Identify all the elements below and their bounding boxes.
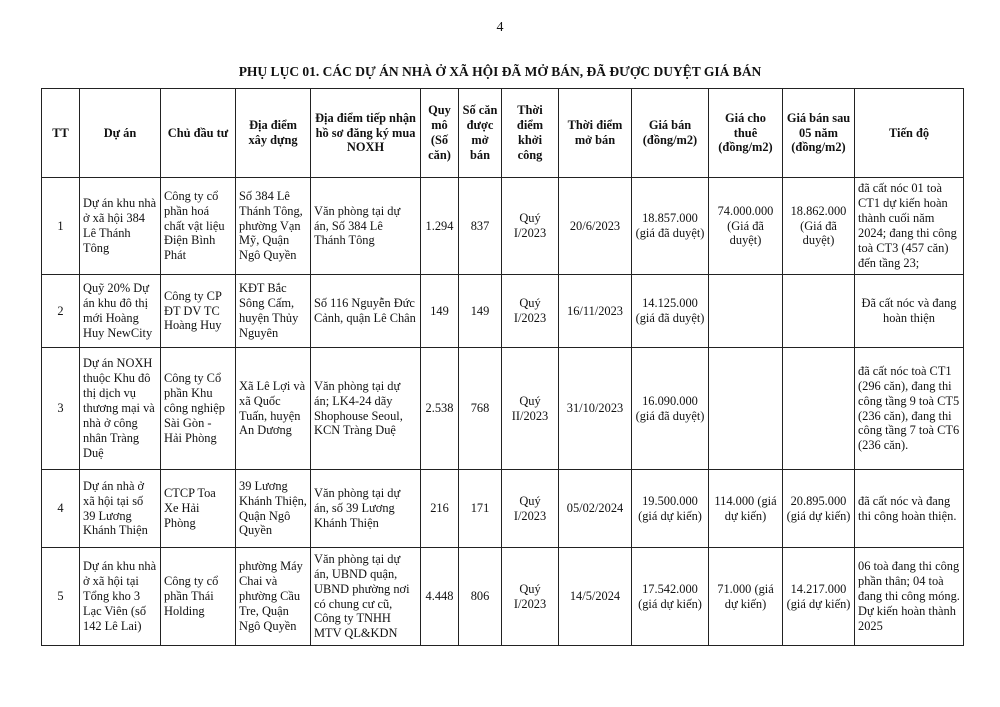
- table-row: [42, 275, 964, 348]
- header-dia-diem-tiep-nhan: Địa điểm tiếp nhận hồ sơ đăng ký mua NOXH: [311, 89, 421, 178]
- cell-gia-sau-5: 18.862.000 (Giá đã duyệt): [783, 178, 855, 275]
- cell-du-an: Dự án NOXH thuộc Khu đô thị dịch vụ thương mại và nhà ở công nhân Tràng Duệ: [80, 348, 161, 470]
- cell-tt: 4: [42, 470, 80, 548]
- cell-gia-thue: [709, 275, 783, 348]
- header-tien-do: Tiến độ: [855, 89, 964, 178]
- cell-dia-diem-tiep-nhan: Số 116 Nguyễn Đức Cảnh, quận Lê Chân: [311, 275, 421, 348]
- header-gia-ban: Giá bán (đồng/m2): [632, 89, 709, 178]
- cell-mo-ban: 05/02/2024: [559, 470, 632, 548]
- cell-du-an: Dự án nhà ở xã hội tại số 39 Lương Khánh Thiện: [80, 470, 161, 548]
- cell-gia-ban: 14.125.000 (giá đã duyệt): [632, 275, 709, 348]
- cell-tien-do: đã cất nóc và đang thi công hoàn thiện.: [855, 470, 964, 548]
- header-tt: TT: [42, 89, 80, 178]
- cell-tt: 2: [42, 275, 80, 348]
- cell-gia-thue: 114.000 (giá dự kiến): [709, 470, 783, 548]
- header-gia-thue: Giá cho thuê (đồng/m2): [709, 89, 783, 178]
- cell-chu-dau-tu: Công ty Cổ phần Khu công nghiệp Sài Gòn - Hải Phòng: [161, 348, 236, 470]
- cell-gia-ban: 18.857.000 (giá đã duyệt): [632, 178, 709, 275]
- cell-gia-ban: 16.090.000 (giá đã duyệt): [632, 348, 709, 470]
- header-chu-dau-tu: Chủ đầu tư: [161, 89, 236, 178]
- cell-chu-dau-tu: Công ty cổ phần hoá chất vật liệu Điện Bình Phát: [161, 178, 236, 275]
- cell-mo-ban: 31/10/2023: [559, 348, 632, 470]
- cell-gia-sau-5: 20.895.000 (giá dự kiến): [783, 470, 855, 548]
- cell-mo-ban: 20/6/2023: [559, 178, 632, 275]
- cell-du-an: Quỹ 20% Dự án khu đô thị mới Hoàng Huy NewCity: [80, 275, 161, 348]
- cell-tien-do: đã cất nóc toà CT1 (296 căn), đang thi công tầng 9 toà CT5 (236 căn), đang thi công tầng 7 toà CT6 (236 căn).: [855, 348, 964, 470]
- cell-quy-mo: 216: [421, 470, 459, 548]
- cell-so-can: 768: [459, 348, 502, 470]
- cell-tien-do: 06 toà đang thi công phần thân; 04 toà đang thi công móng. Dự kiến hoàn thành 2025: [855, 548, 964, 646]
- header-du-an: Dự án: [80, 89, 161, 178]
- cell-khoi-cong: Quý II/2023: [502, 348, 559, 470]
- cell-du-an: Dự án khu nhà ở xã hội tại Tổng kho 3 Lạc Viên (số 142 Lê Lai): [80, 548, 161, 646]
- cell-dia-diem-tiep-nhan: Văn phòng tại dự án, UBND quận, UBND phường nơi có chung cư cũ, Công ty TNHH MTV QL&KDN: [311, 548, 421, 646]
- cell-gia-thue: [709, 348, 783, 470]
- cell-gia-sau-5: 14.217.000 (giá dự kiến): [783, 548, 855, 646]
- cell-so-can: 171: [459, 470, 502, 548]
- table-row: [42, 470, 964, 548]
- cell-dia-diem-tiep-nhan: Văn phòng tại dự án, số 39 Lương Khánh Thiện: [311, 470, 421, 548]
- cell-chu-dau-tu: Công ty cổ phần Thái Holding: [161, 548, 236, 646]
- cell-chu-dau-tu: CTCP Toa Xe Hải Phòng: [161, 470, 236, 548]
- document-title: PHỤ LỤC 01. CÁC DỰ ÁN NHÀ Ở XÃ HỘI ĐÃ MỞ BÁN, ĐÃ ĐƯỢC DUYỆT GIÁ BÁN: [238, 64, 762, 79]
- table-header-row: [42, 89, 964, 178]
- cell-gia-thue: 74.000.000 (Giá đã duyệt): [709, 178, 783, 275]
- header-thoi-diem-mo-ban: Thời điểm mở bán: [559, 89, 632, 178]
- cell-so-can: 837: [459, 178, 502, 275]
- cell-dia-diem: phường Máy Chai và phường Cầu Tre, Quận Ngô Quyền: [236, 548, 311, 646]
- header-thoi-diem-khoi-cong: Thời điểm khởi công: [502, 89, 559, 178]
- cell-so-can: 149: [459, 275, 502, 348]
- cell-dia-diem: 39 Lương Khánh Thiện, Quận Ngô Quyền: [236, 470, 311, 548]
- cell-tt: 3: [42, 348, 80, 470]
- cell-dia-diem: Xã Lê Lợi và xã Quốc Tuấn, huyện An Dương: [236, 348, 311, 470]
- table-row: [42, 178, 964, 275]
- cell-quy-mo: 1.294: [421, 178, 459, 275]
- cell-dia-diem: KĐT Bắc Sông Cấm, huyện Thủy Nguyên: [236, 275, 311, 348]
- cell-dia-diem-tiep-nhan: Văn phòng tại dự án; LK4-24 dãy Shophouse Seoul, KCN Tràng Duệ: [311, 348, 421, 470]
- cell-khoi-cong: Quý I/2023: [502, 178, 559, 275]
- cell-tt: 1: [42, 178, 80, 275]
- cell-mo-ban: 14/5/2024: [559, 548, 632, 646]
- cell-khoi-cong: Quý I/2023: [502, 470, 559, 548]
- header-quy-mo: Quy mô (Số căn): [421, 89, 459, 178]
- cell-khoi-cong: Quý I/2023: [502, 548, 559, 646]
- projects-table: [41, 88, 964, 646]
- cell-so-can: 806: [459, 548, 502, 646]
- cell-quy-mo: 2.538: [421, 348, 459, 470]
- cell-mo-ban: 16/11/2023: [559, 275, 632, 348]
- cell-gia-sau-5: [783, 275, 855, 348]
- cell-gia-thue: 71.000 (giá dự kiến): [709, 548, 783, 646]
- cell-gia-sau-5: [783, 348, 855, 470]
- cell-dia-diem-tiep-nhan: Văn phòng tại dự án, Số 384 Lê Thánh Tông: [311, 178, 421, 275]
- cell-quy-mo: 149: [421, 275, 459, 348]
- cell-chu-dau-tu: Công ty CP ĐT DV TC Hoàng Huy: [161, 275, 236, 348]
- header-gia-sau-5-nam: Giá bán sau 05 năm (đồng/m2): [783, 89, 855, 178]
- cell-tt: 5: [42, 548, 80, 646]
- header-dia-diem: Địa điểm xây dựng: [236, 89, 311, 178]
- table-row: [42, 348, 964, 470]
- cell-quy-mo: 4.448: [421, 548, 459, 646]
- cell-tien-do: Đã cất nóc và đang hoàn thiện: [855, 275, 964, 348]
- cell-du-an: Dự án khu nhà ở xã hội 384 Lê Thánh Tông: [80, 178, 161, 275]
- header-so-can: Số căn được mở bán: [459, 89, 502, 178]
- table-row: [42, 548, 964, 646]
- cell-tien-do: đã cất nóc 01 toà CT1 dự kiến hoàn thành cuối năm 2024; đang thi công toà CT3 (457 căn) đến tầng 23;: [855, 178, 964, 275]
- cell-khoi-cong: Quý I/2023: [502, 275, 559, 348]
- cell-dia-diem: Số 384 Lê Thánh Tông, phường Vạn Mỹ, Quận Ngô Quyền: [236, 178, 311, 275]
- cell-gia-ban: 19.500.000 (giá dự kiến): [632, 470, 709, 548]
- cell-gia-ban: 17.542.000 (giá dự kiến): [632, 548, 709, 646]
- page-number: 4: [496, 20, 504, 35]
